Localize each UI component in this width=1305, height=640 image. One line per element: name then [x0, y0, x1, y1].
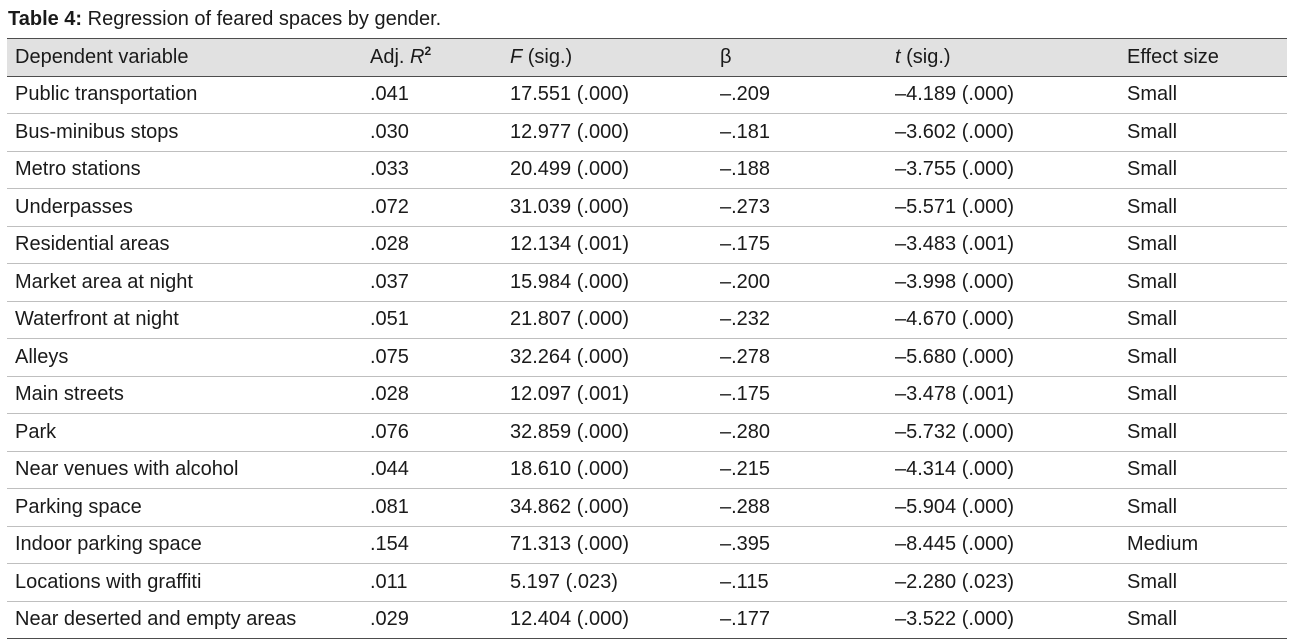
cell-beta: –.188 — [712, 151, 887, 189]
table-row — [7, 76, 1287, 114]
cell-f-sig: 32.264 (.000) — [502, 339, 712, 377]
cell-t-sig: –5.904 (.000) — [887, 489, 1119, 527]
cell-t-sig: –5.732 (.000) — [887, 414, 1119, 452]
cell-variable: Public transportation — [7, 76, 362, 114]
header-row — [7, 39, 1287, 77]
table-row — [7, 526, 1287, 564]
cell-t-sig: –3.522 (.000) — [887, 601, 1119, 639]
header-t-italic: t — [895, 45, 901, 68]
cell-beta: –.273 — [712, 189, 887, 227]
header-beta: β — [712, 39, 887, 77]
cell-effect-size: Small — [1119, 301, 1287, 339]
cell-t-sig: –5.680 (.000) — [887, 339, 1119, 377]
header-adj-sup: 2 — [424, 43, 432, 58]
cell-t-sig: –3.478 (.001) — [887, 376, 1119, 414]
cell-t-sig: –3.755 (.000) — [887, 151, 1119, 189]
cell-effect-size: Small — [1119, 151, 1287, 189]
table-body — [7, 76, 1287, 639]
cell-effect-size: Small — [1119, 564, 1287, 602]
cell-f-sig: 17.551 (.000) — [502, 76, 712, 114]
cell-adj-r2: .029 — [362, 601, 502, 639]
table-header — [7, 39, 1287, 77]
header-adj-r: R — [410, 45, 425, 68]
table-row — [7, 264, 1287, 302]
cell-variable: Locations with graffiti — [7, 564, 362, 602]
cell-variable: Metro stations — [7, 151, 362, 189]
cell-f-sig: 12.404 (.000) — [502, 601, 712, 639]
cell-variable: Alleys — [7, 339, 362, 377]
cell-f-sig: 34.862 (.000) — [502, 489, 712, 527]
cell-adj-r2: .072 — [362, 189, 502, 227]
cell-effect-size: Small — [1119, 189, 1287, 227]
cell-effect-size: Small — [1119, 489, 1287, 527]
cell-variable: Parking space — [7, 489, 362, 527]
table-row — [7, 339, 1287, 377]
cell-adj-r2: .081 — [362, 489, 502, 527]
header-dependent-variable: Dependent variable — [7, 39, 362, 77]
cell-beta: –.181 — [712, 114, 887, 152]
cell-f-sig: 32.859 (.000) — [502, 414, 712, 452]
cell-effect-size: Medium — [1119, 526, 1287, 564]
table-row — [7, 601, 1287, 639]
cell-beta: –.288 — [712, 489, 887, 527]
cell-beta: –.177 — [712, 601, 887, 639]
cell-t-sig: –4.670 (.000) — [887, 301, 1119, 339]
cell-adj-r2: .037 — [362, 264, 502, 302]
cell-effect-size: Small — [1119, 376, 1287, 414]
cell-t-sig: –4.314 (.000) — [887, 451, 1119, 489]
cell-adj-r2: .011 — [362, 564, 502, 602]
cell-variable: Waterfront at night — [7, 301, 362, 339]
cell-effect-size: Small — [1119, 264, 1287, 302]
cell-t-sig: –3.602 (.000) — [887, 114, 1119, 152]
cell-beta: –.232 — [712, 301, 887, 339]
cell-f-sig: 12.977 (.000) — [502, 114, 712, 152]
cell-effect-size: Small — [1119, 76, 1287, 114]
cell-beta: –.395 — [712, 526, 887, 564]
table-caption — [8, 6, 441, 32]
cell-beta: –.115 — [712, 564, 887, 602]
cell-effect-size: Small — [1119, 114, 1287, 152]
cell-adj-r2: .154 — [362, 526, 502, 564]
cell-f-sig: 12.134 (.001) — [502, 226, 712, 264]
cell-variable: Bus-minibus stops — [7, 114, 362, 152]
table-row — [7, 376, 1287, 414]
cell-adj-r2: .028 — [362, 226, 502, 264]
cell-variable: Residential areas — [7, 226, 362, 264]
header-f-sig — [502, 39, 712, 77]
header-adj-prefix: Adj. — [370, 45, 411, 68]
table-row — [7, 301, 1287, 339]
cell-adj-r2: .041 — [362, 76, 502, 114]
table-row — [7, 489, 1287, 527]
cell-effect-size: Small — [1119, 414, 1287, 452]
cell-f-sig: 5.197 (.023) — [502, 564, 712, 602]
caption-label: Table 4: — [8, 8, 83, 30]
cell-beta: –.175 — [712, 226, 887, 264]
table-row — [7, 226, 1287, 264]
cell-variable: Main streets — [7, 376, 362, 414]
cell-f-sig: 18.610 (.000) — [502, 451, 712, 489]
cell-effect-size: Small — [1119, 451, 1287, 489]
cell-beta: –.215 — [712, 451, 887, 489]
cell-variable: Market area at night — [7, 264, 362, 302]
cell-variable: Near deserted and empty areas — [7, 601, 362, 639]
cell-adj-r2: .051 — [362, 301, 502, 339]
cell-beta: –.278 — [712, 339, 887, 377]
cell-variable: Near venues with alcohol — [7, 451, 362, 489]
cell-f-sig: 31.039 (.000) — [502, 189, 712, 227]
cell-adj-r2: .030 — [362, 114, 502, 152]
cell-f-sig: 15.984 (.000) — [502, 264, 712, 302]
header-t-rest: (sig.) — [900, 45, 951, 68]
cell-effect-size: Small — [1119, 339, 1287, 377]
cell-t-sig: –8.445 (.000) — [887, 526, 1119, 564]
cell-variable: Park — [7, 414, 362, 452]
cell-f-sig: 20.499 (.000) — [502, 151, 712, 189]
table-row — [7, 451, 1287, 489]
header-f-italic: F — [510, 45, 523, 68]
cell-variable: Indoor parking space — [7, 526, 362, 564]
cell-effect-size: Small — [1119, 601, 1287, 639]
caption-text: Regression of feared spaces by gender. — [87, 8, 442, 30]
table-row — [7, 414, 1287, 452]
cell-beta: –.209 — [712, 76, 887, 114]
header-f-rest: (sig.) — [522, 45, 573, 68]
cell-f-sig: 71.313 (.000) — [502, 526, 712, 564]
cell-t-sig: –3.998 (.000) — [887, 264, 1119, 302]
cell-t-sig: –4.189 (.000) — [887, 76, 1119, 114]
cell-t-sig: –2.280 (.023) — [887, 564, 1119, 602]
table-row — [7, 564, 1287, 602]
cell-adj-r2: .075 — [362, 339, 502, 377]
header-t-sig — [887, 39, 1119, 77]
header-effect-size: Effect size — [1119, 39, 1287, 77]
table-row — [7, 189, 1287, 227]
cell-adj-r2: .044 — [362, 451, 502, 489]
header-adj-r2 — [362, 39, 502, 77]
regression-table — [7, 38, 1287, 639]
cell-t-sig: –5.571 (.000) — [887, 189, 1119, 227]
cell-f-sig: 21.807 (.000) — [502, 301, 712, 339]
cell-t-sig: –3.483 (.001) — [887, 226, 1119, 264]
table-row — [7, 151, 1287, 189]
cell-f-sig: 12.097 (.001) — [502, 376, 712, 414]
cell-beta: –.200 — [712, 264, 887, 302]
table-row — [7, 114, 1287, 152]
cell-adj-r2: .076 — [362, 414, 502, 452]
cell-effect-size: Small — [1119, 226, 1287, 264]
cell-beta: –.280 — [712, 414, 887, 452]
cell-adj-r2: .033 — [362, 151, 502, 189]
cell-variable: Underpasses — [7, 189, 362, 227]
cell-adj-r2: .028 — [362, 376, 502, 414]
cell-beta: –.175 — [712, 376, 887, 414]
